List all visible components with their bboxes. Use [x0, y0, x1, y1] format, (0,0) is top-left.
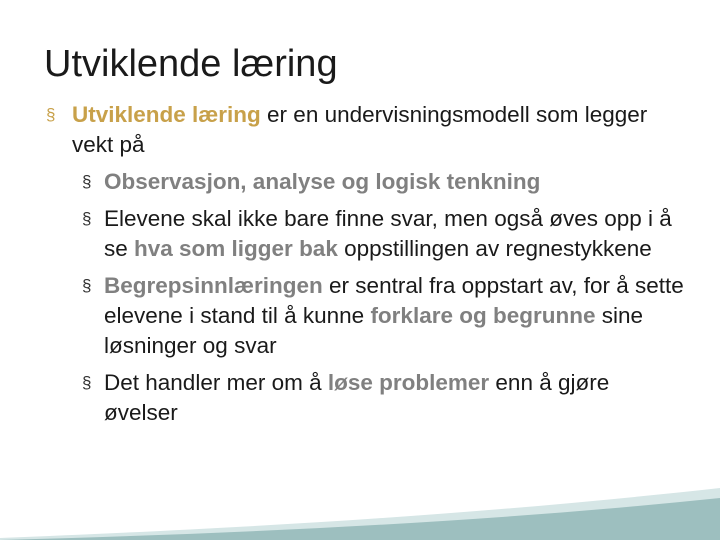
bullet-marker: § [82, 172, 92, 191]
bullet-marker: § [46, 105, 56, 124]
text-run: sine løsninger og svar [104, 303, 644, 358]
bullet-marker: § [82, 276, 92, 295]
emphasis-text: Observasjon, analyse og logisk tenkning [104, 169, 541, 194]
bullet-text [72, 102, 647, 157]
bullet-text [104, 370, 609, 425]
text-run: er sentral fra oppstart av, for å sette elevene i stand til å kunne [104, 273, 684, 328]
text-run: enn å gjøre øvelser [104, 370, 610, 425]
bullet-item [44, 204, 684, 264]
bullet-item [44, 271, 684, 361]
bullet-item [44, 167, 684, 197]
emphasis-text: Begrepsinnlæringen [104, 273, 323, 298]
bullet-marker: § [82, 209, 92, 228]
emphasis-text: hva som ligger bak [134, 236, 338, 261]
text-run: er en undervisningsmodell som legger vekt på [72, 102, 648, 157]
text-run: Det handler mer om å [104, 370, 328, 395]
text-run: Elevene skal ikke bare finne svar, men også øves opp i å se [104, 206, 672, 261]
text-run: oppstillingen av regnestykkene [337, 236, 652, 261]
bullet-text [104, 206, 672, 261]
bullet-item [44, 368, 684, 428]
slide-title: Utviklende læring [44, 43, 338, 85]
bullet-marker: § [82, 373, 92, 392]
emphasis-text: Utviklende læring [72, 102, 261, 127]
slide-body [44, 100, 684, 428]
emphasis-text: løse problemer [327, 370, 490, 395]
decorative-wave [0, 480, 720, 540]
bullet-text [104, 169, 540, 194]
bullet-item [44, 100, 684, 160]
emphasis-text: forklare og begrunne [370, 303, 596, 328]
bullet-text [104, 273, 684, 358]
